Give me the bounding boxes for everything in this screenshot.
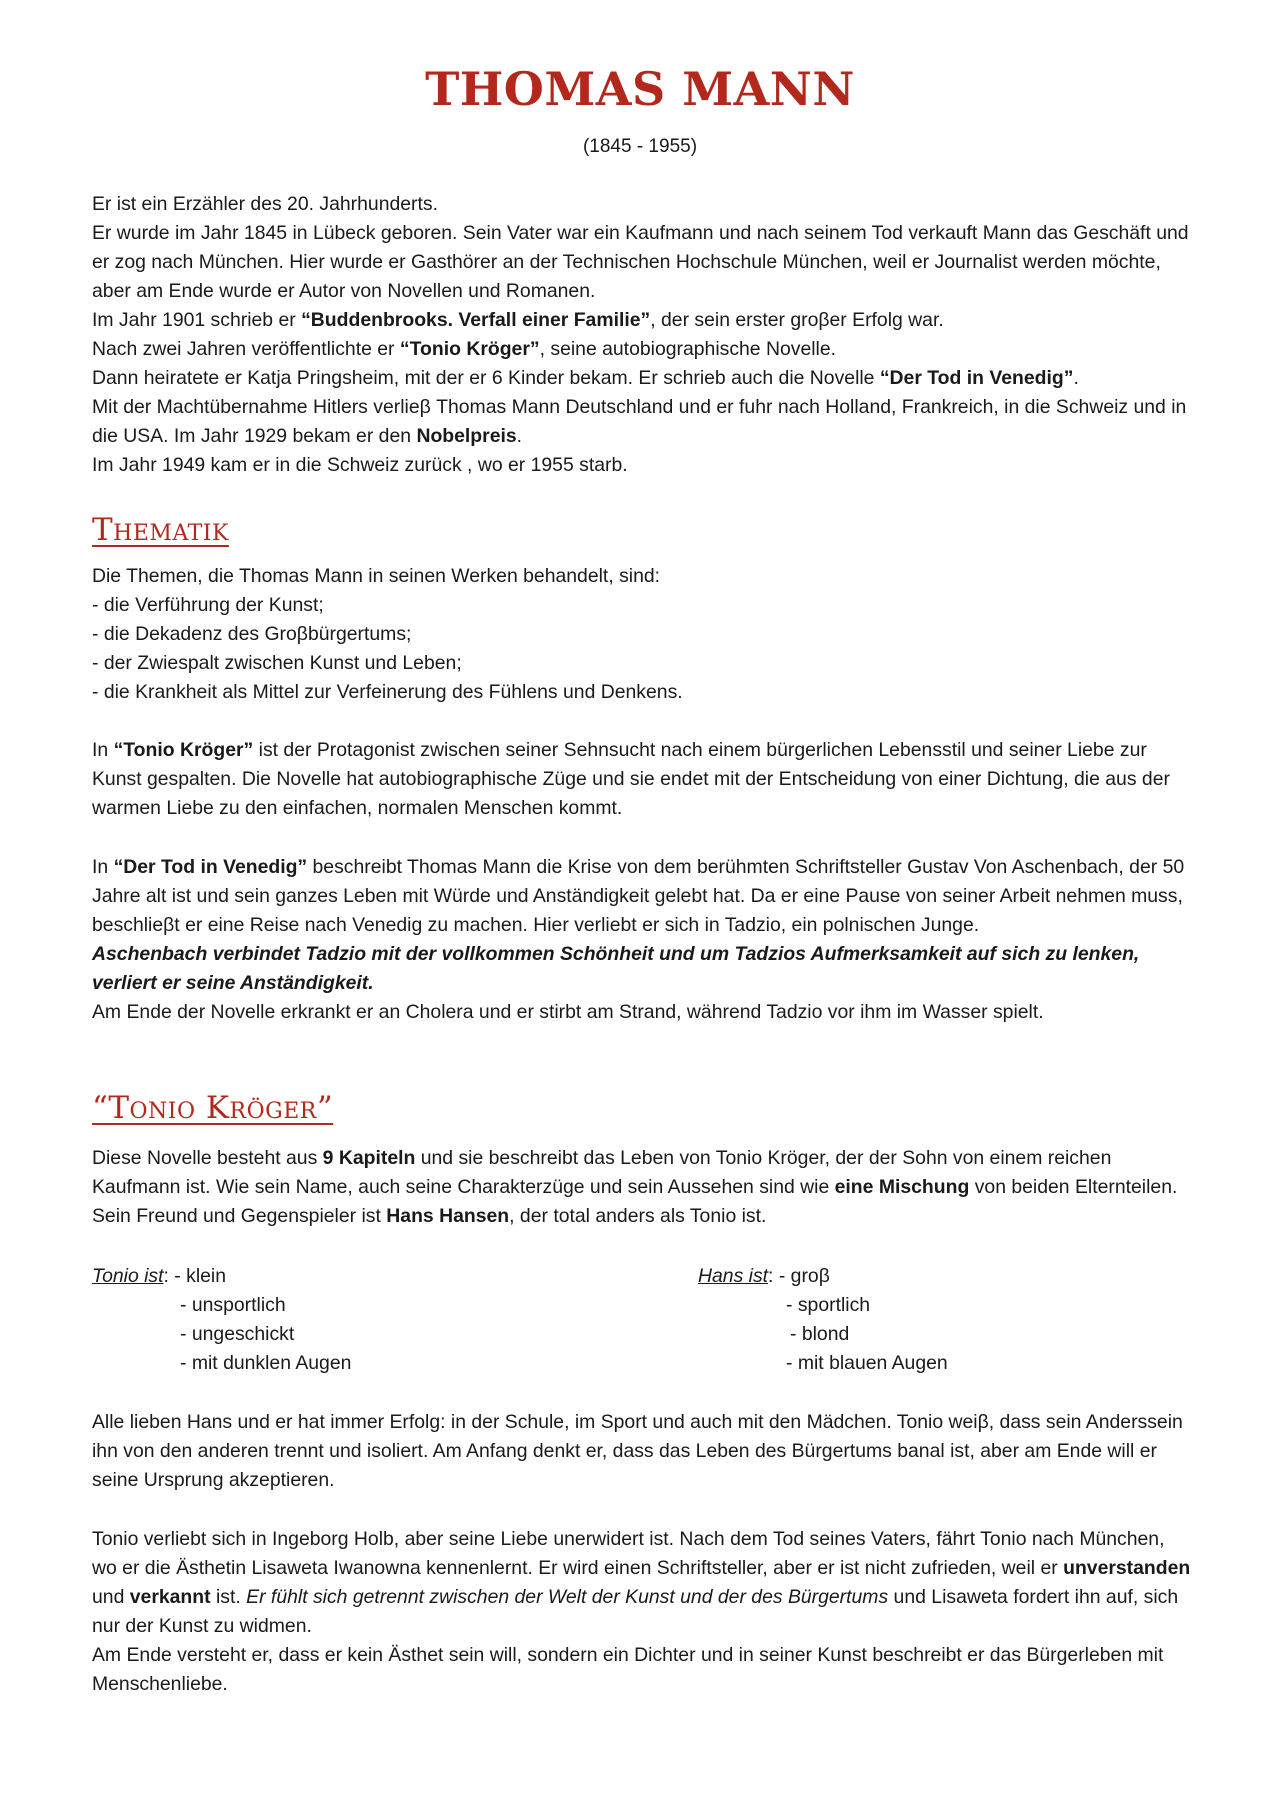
tonio-heading: “Tonio Kröger” <box>92 1090 334 1126</box>
hans-tonio-paragraph: Alle lieben Hans und er hat immer Erfolg: in der Schule, im Sport und auch mit den Mädchen. Tonio weiβ, dass sein Anderssein ihn von den anderen trennt und isoliert. Am Anfang denkt er, dass das Leben des Bürgertums banal ist, aber am Ende will er seine Ursprung akzeptieren. <box>92 1411 1183 1491</box>
trait-item: - sportlich <box>786 1294 871 1316</box>
biography-section <box>92 190 1192 480</box>
page-title: THOMAS MANN <box>425 62 855 116</box>
tonio-summary-paragraph: In “Tonio Kröger” ist der Protagonist zwischen seiner Sehnsucht nach einem bürgerlichen Lebensstil und seiner Liebe zur Kunst gespalten. Die Novelle hat autobiographische Züge und sie endet mit der Entscheidung von einer Dichtung, die aus der warmen Liebe zu den einfachen, normalen Menschen kommt. <box>92 739 1170 819</box>
biography-line: Im Jahr 1901 schrieb er “Buddenbrooks. Verfall einer Familie”, der sein erster groβer Erfolg war. <box>92 309 944 331</box>
emphasis-sentence: Aschenbach verbindet Tadzio mit der vollkommen Schönheit und um Tadzios Aufmerksamkeit auf sich zu lenken, verliert er seine Anständigkeit. <box>92 943 1140 994</box>
thematik-intro: Die Themen, die Thomas Mann in seinen Werken behandelt, sind: <box>92 565 661 587</box>
trait-item: - unsportlich <box>180 1294 286 1316</box>
tod-summary-paragraph: In “Der Tod in Venedig” beschreibt Thomas Mann die Krise von dem berühmten Schriftsteller Gustav Von Aschenbach, der 50 Jahre alt ist und sein ganzes Leben mit Würde und Anständigkeit gelebt hat. Da er eine Pause von seiner Arbeit nehmen muss, beschlieβt er eine Reise nach Venedig zu machen. Hier verliebt er sich in Tadzio, ein polnischen Junge. Aschenbach verbindet Tadzio mit der vollkommen Schönheit und um Tadzios Aufmerksamkeit auf sich zu lenken, verliert er seine Anständigkeit. Am Ende der Novelle erkrankt er an Cholera und er stirbt am Strand, während Tadzio vor ihm im Wasser spielt. <box>92 853 1192 1027</box>
biography-line: Dann heiratete er Katja Pringsheim, mit der er 6 Kinder bekam. Er schrieb auch die Novelle “Der Tod in Venedig”. <box>92 367 1079 389</box>
tonio-traits-label: Tonio ist <box>92 1265 164 1287</box>
tonio-conclusion: Am Ende versteht er, dass er kein Ästhet sein will, sondern ein Dichter und in seiner Kunst beschreibt er das Bürgerleben mit Menschenliebe. <box>92 1644 1164 1695</box>
biography-line: Nach zwei Jahren veröffentlichte er “Tonio Kröger”, seine autobiographische Novelle. <box>92 338 837 360</box>
theme-item: - die Verführung der Kunst; <box>92 594 324 616</box>
trait-item: - mit dunklen Augen <box>180 1352 352 1374</box>
trait-item: - ungeschickt <box>180 1323 295 1345</box>
theme-item: - der Zwiespalt zwischen Kunst und Leben; <box>92 652 462 674</box>
trait-item: - mit blauen Augen <box>786 1352 948 1374</box>
tonio-traits-list: Tonio ist: - klein - unsportlich - ungeschickt - mit dunklen Augen <box>92 1262 351 1378</box>
life-dates: (1845 - 1955) <box>582 136 698 157</box>
theme-item: - die Krankheit als Mittel zur Verfeinerung des Fühlens und Denkens. <box>92 681 683 703</box>
tonio-intro-paragraph: Diese Novelle besteht aus 9 Kapiteln und sie beschreibt das Leben von Tonio Kröger, der der Sohn von einem reichen Kaufmann ist. Wie sein Name, auch seine Charakterzüge und sein Aussehen sind wie eine Mischung von beiden Elternteilen. Sein Freund und Gegenspieler ist Hans Hansen, der total anders als Tonio ist. <box>92 1147 1178 1227</box>
thematik-heading: Thematik <box>92 512 229 548</box>
hans-traits-label: Hans ist <box>698 1265 769 1287</box>
tod-ending: Am Ende der Novelle erkrankt er an Cholera und er stirbt am Strand, während Tadzio vor ihm im Wasser spielt. <box>92 1001 1044 1023</box>
theme-item: - die Dekadenz des Groβbürgertums; <box>92 623 412 645</box>
biography-line: Mit der Machtübernahme Hitlers verlieβ Thomas Mann Deutschland und er fuhr nach Holland, Frankreich, in die Schweiz und in die USA. Im Jahr 1929 bekam er den Nobelpreis. <box>92 396 1187 447</box>
biography-line: Er ist ein Erzähler des 20. Jahrhunderts. <box>92 193 438 215</box>
biography-line: Im Jahr 1949 kam er in die Schweiz zurück , wo er 1955 starb. <box>92 454 628 476</box>
hans-traits-list: Hans ist: - groβ - sportlich - blond - mit blauen Augen <box>698 1262 948 1378</box>
tonio-life-paragraph: Tonio verliebt sich in Ingeborg Holb, aber seine Liebe unerwidert ist. Nach dem Tod seines Vaters, fährt Tonio nach München, wo er die Ästhetin Lisaweta Iwanowna kennenlernt. Er wird einen Schriftsteller, aber er ist nicht zufrieden, weil er unverstanden und verkannt ist. Er fühlt sich getrennt zwischen der Welt der Kunst und der des Bürgertums und Lisaweta fordert ihn auf, sich nur der Kunst zu widmen. Am Ende versteht er, dass er kein Ästhet sein will, sondern ein Dichter und in seiner Kunst beschreibt er das Bürgerleben mit Menschenliebe. <box>92 1525 1192 1699</box>
biography-line: Er wurde im Jahr 1845 in Lübeck geboren. Sein Vater war ein Kaufmann und nach seinem Tod verkauft Mann das Geschäft und er zog nach München. Hier wurde er Gasthörer an der Technischen Hochschule München, weil er Journalist werden möchte, aber am Ende wurde er Autor von Novellen und Romanen. <box>92 222 1189 302</box>
trait-item: - blond <box>790 1323 850 1345</box>
thematik-section <box>92 562 1192 707</box>
